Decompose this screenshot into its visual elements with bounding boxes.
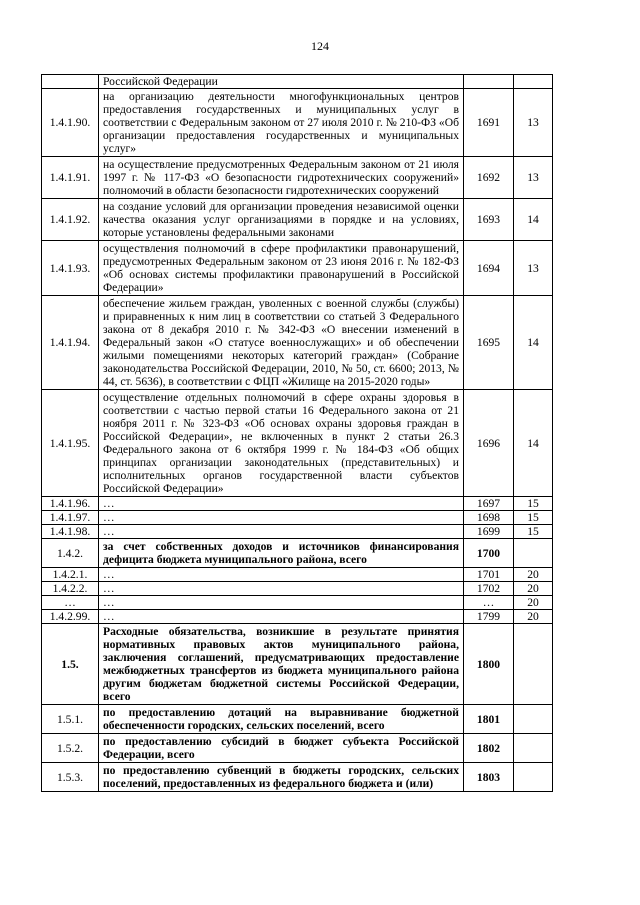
row-code: 1.4.1.92. bbox=[42, 199, 99, 241]
row-line-code: 1695 bbox=[464, 296, 514, 390]
table-row bbox=[42, 525, 553, 539]
row-code: 1.4.2. bbox=[42, 539, 99, 568]
row-category: 13 bbox=[514, 89, 553, 157]
row-line-code: 1691 bbox=[464, 89, 514, 157]
row-category: 14 bbox=[514, 390, 553, 497]
row-code: 1.4.1.90. bbox=[42, 89, 99, 157]
table-row bbox=[42, 539, 553, 568]
row-description: … bbox=[99, 497, 464, 511]
row-description: на осуществление предусмотренных Федеральным законом от 21 июля 1997 г. № 117-ФЗ «О безопасности гидротехнических сооружений» полномочий в области безопасности гидротехнических сооружений bbox=[99, 157, 464, 199]
row-code: 1.4.1.91. bbox=[42, 157, 99, 199]
row-description: обеспечение жильем граждан, уволенных с военной службы (службы) и приравненных к ним лиц в соответствии со статьей 3 Федерального закона от 8 декабря 2010 г. № 342-ФЗ «О внесении изменений в Федеральный закон «О статусе военнослужащих» и об обеспечении жилыми помещениями некоторых категорий граждан» (Собрание законодательства Российской Федерации, 2010, № 50, ст. 6600; 2013, № 44, ст. 5636), в соответствии с ФЦП «Жилище на 2015-2020 годы» bbox=[99, 296, 464, 390]
row-line-code: 1696 bbox=[464, 390, 514, 497]
row-description: на создание условий для организации проведения независимой оценки качества оказания услуг организациями в порядке и на условиях, которые установлены федеральными законами bbox=[99, 199, 464, 241]
row-description: … bbox=[99, 582, 464, 596]
row-description: … bbox=[99, 511, 464, 525]
row-code: 1.5.1. bbox=[42, 705, 99, 734]
row-code: 1.4.2.2. bbox=[42, 582, 99, 596]
row-code: … bbox=[42, 596, 99, 610]
row-category bbox=[514, 763, 553, 792]
row-line-code: 1693 bbox=[464, 199, 514, 241]
row-line-code: 1802 bbox=[464, 734, 514, 763]
table-row bbox=[42, 199, 553, 241]
table-row bbox=[42, 763, 553, 792]
table-row bbox=[42, 89, 553, 157]
row-code: 1.5. bbox=[42, 624, 99, 705]
table-row bbox=[42, 582, 553, 596]
row-code: 1.4.1.93. bbox=[42, 241, 99, 296]
row-line-code: 1803 bbox=[464, 763, 514, 792]
row-category: 14 bbox=[514, 199, 553, 241]
table-row bbox=[42, 568, 553, 582]
row-code: 1.4.2.1. bbox=[42, 568, 99, 582]
table-row bbox=[42, 296, 553, 390]
table-row bbox=[42, 610, 553, 624]
row-code: 1.4.1.94. bbox=[42, 296, 99, 390]
row-category: 15 bbox=[514, 511, 553, 525]
page-number: 124 bbox=[311, 39, 329, 53]
table-row bbox=[42, 157, 553, 199]
row-category bbox=[514, 75, 553, 89]
row-category bbox=[514, 705, 553, 734]
row-category: 20 bbox=[514, 610, 553, 624]
row-line-code bbox=[464, 75, 514, 89]
row-line-code: 1700 bbox=[464, 539, 514, 568]
row-line-code: 1694 bbox=[464, 241, 514, 296]
row-description: по предоставлению дотаций на выравнивание бюджетной обеспеченности городских, сельских поселений, всего bbox=[99, 705, 464, 734]
row-code: 1.4.1.97. bbox=[42, 511, 99, 525]
row-category bbox=[514, 734, 553, 763]
row-code: 1.4.1.96. bbox=[42, 497, 99, 511]
row-category bbox=[514, 624, 553, 705]
row-code: 1.4.1.95. bbox=[42, 390, 99, 497]
row-code: 1.5.3. bbox=[42, 763, 99, 792]
row-code: 1.4.2.99. bbox=[42, 610, 99, 624]
row-description: осуществления полномочий в сфере профилактики правонарушений, предусмотренных Федеральным законом от 23 июня 2016 г. № 182-ФЗ «Об основах системы профилактики правонарушений в Российской Федерации» bbox=[99, 241, 464, 296]
row-description: … bbox=[99, 596, 464, 610]
table-row bbox=[42, 596, 553, 610]
row-description: … bbox=[99, 568, 464, 582]
row-description: на организацию деятельности многофункциональных центров предоставления государственных и муниципальных услуг в соответствии с Федеральным законом от 27 июля 2010 г. № 210-ФЗ «Об организации предоставления государственных и муниципальных услуг» bbox=[99, 89, 464, 157]
row-description: по предоставлению субвенций в бюджеты городских, сельских поселений, предоставленных из федерального бюджета и (или) bbox=[99, 763, 464, 792]
row-category: 15 bbox=[514, 525, 553, 539]
table-row bbox=[42, 390, 553, 497]
row-category: 20 bbox=[514, 568, 553, 582]
table-row bbox=[42, 705, 553, 734]
row-category: 13 bbox=[514, 241, 553, 296]
row-line-code: 1799 bbox=[464, 610, 514, 624]
row-line-code: 1697 bbox=[464, 497, 514, 511]
row-line-code: 1698 bbox=[464, 511, 514, 525]
row-code: 1.5.2. bbox=[42, 734, 99, 763]
row-category bbox=[514, 539, 553, 568]
row-description: … bbox=[99, 610, 464, 624]
row-line-code: 1701 bbox=[464, 568, 514, 582]
row-description: … bbox=[99, 525, 464, 539]
row-line-code: 1692 bbox=[464, 157, 514, 199]
row-description: Российской Федерации bbox=[99, 75, 464, 89]
table-row bbox=[42, 511, 553, 525]
row-description: за счет собственных доходов и источников финансирования дефицита бюджета муниципального района, всего bbox=[99, 539, 464, 568]
row-description: осуществление отдельных полномочий в сфере охраны здоровья в соответствии с частью первой статьи 16 Федерального закона от 21 ноября 2011 г. № 323-ФЗ «Об основах охраны здоровья граждан в Российской Федерации», не включенных в пункт 2 статьи 26.3 Федерального закона от 6 октября 1999 г. № 184-ФЗ «Об общих принципах организации законодательных (представительных) и исполнительных органов государственной власти субъектов Российской Федерации» bbox=[99, 390, 464, 497]
row-line-code: 1702 bbox=[464, 582, 514, 596]
row-line-code: 1801 bbox=[464, 705, 514, 734]
table-row bbox=[42, 624, 553, 705]
row-category: 20 bbox=[514, 596, 553, 610]
row-code: 1.4.1.98. bbox=[42, 525, 99, 539]
row-category: 13 bbox=[514, 157, 553, 199]
row-code bbox=[42, 75, 99, 89]
row-line-code: 1800 bbox=[464, 624, 514, 705]
table-row bbox=[42, 734, 553, 763]
table-row bbox=[42, 241, 553, 296]
table-row bbox=[42, 497, 553, 511]
row-description: Расходные обязательства, возникшие в результате принятия нормативных правовых актов муниципального района, заключения соглашений, предусматривающих предоставление межбюджетных трансфертов из бюджета муниципального района другим бюджетам бюджетной системы Российской Федерации, всего bbox=[99, 624, 464, 705]
row-description: по предоставлению субсидий в бюджет субъекта Российской Федерации, всего bbox=[99, 734, 464, 763]
row-category: 20 bbox=[514, 582, 553, 596]
table-row bbox=[42, 75, 553, 89]
row-category: 15 bbox=[514, 497, 553, 511]
row-line-code: 1699 bbox=[464, 525, 514, 539]
row-line-code: … bbox=[464, 596, 514, 610]
expense-obligations-table bbox=[41, 74, 553, 792]
row-category: 14 bbox=[514, 296, 553, 390]
